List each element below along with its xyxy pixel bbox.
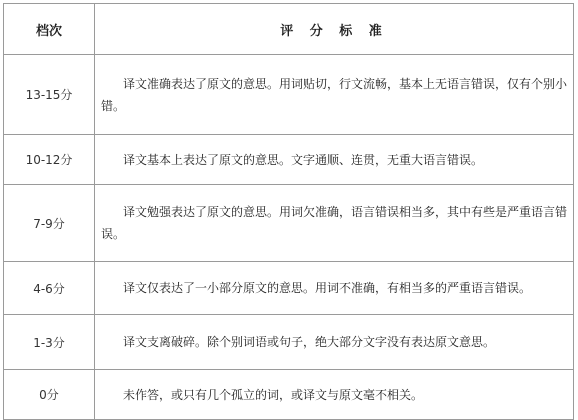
- standard-cell: 译文基本上表达了原文的意思。文字通顺、连贯，无重大语言错误。: [95, 135, 574, 185]
- standard-cell: 译文支离破碎。除个别词语或句子，绝大部分文字没有表达原文意思。: [95, 315, 574, 370]
- grade-cell: 4-6分: [4, 262, 95, 315]
- grade-cell: 0分: [4, 370, 95, 420]
- grade-cell: 7-9分: [4, 185, 95, 262]
- table-header-row: [4, 4, 574, 55]
- standard-cell: 未作答，或只有几个孤立的词，或译文与原文毫不相关。: [95, 370, 574, 420]
- standard-cell: 译文准确表达了原文的意思。用词贴切，行文流畅，基本上无语言错误，仅有个别小错。: [95, 55, 574, 135]
- standard-cell: 译文仅表达了一小部分原文的意思。用词不准确，有相当多的严重语言错误。: [95, 262, 574, 315]
- table-row: [4, 55, 574, 135]
- grade-cell: 10-12分: [4, 135, 95, 185]
- grade-cell: 1-3分: [4, 315, 95, 370]
- scoring-table: [3, 3, 574, 420]
- table-row: [4, 315, 574, 370]
- header-standard-label: 评 分 标 准: [280, 23, 388, 39]
- table-row: [4, 262, 574, 315]
- header-standard: [95, 4, 574, 55]
- header-grade: [4, 4, 95, 55]
- header-grade-label: 档次: [35, 23, 62, 39]
- table-row: [4, 185, 574, 262]
- table-row: [4, 370, 574, 420]
- grade-cell: 13-15分: [4, 55, 95, 135]
- table-row: [4, 135, 574, 185]
- standard-cell: 译文勉强表达了原文的意思。用词欠准确，语言错误相当多，其中有些是严重语言错误。: [95, 185, 574, 262]
